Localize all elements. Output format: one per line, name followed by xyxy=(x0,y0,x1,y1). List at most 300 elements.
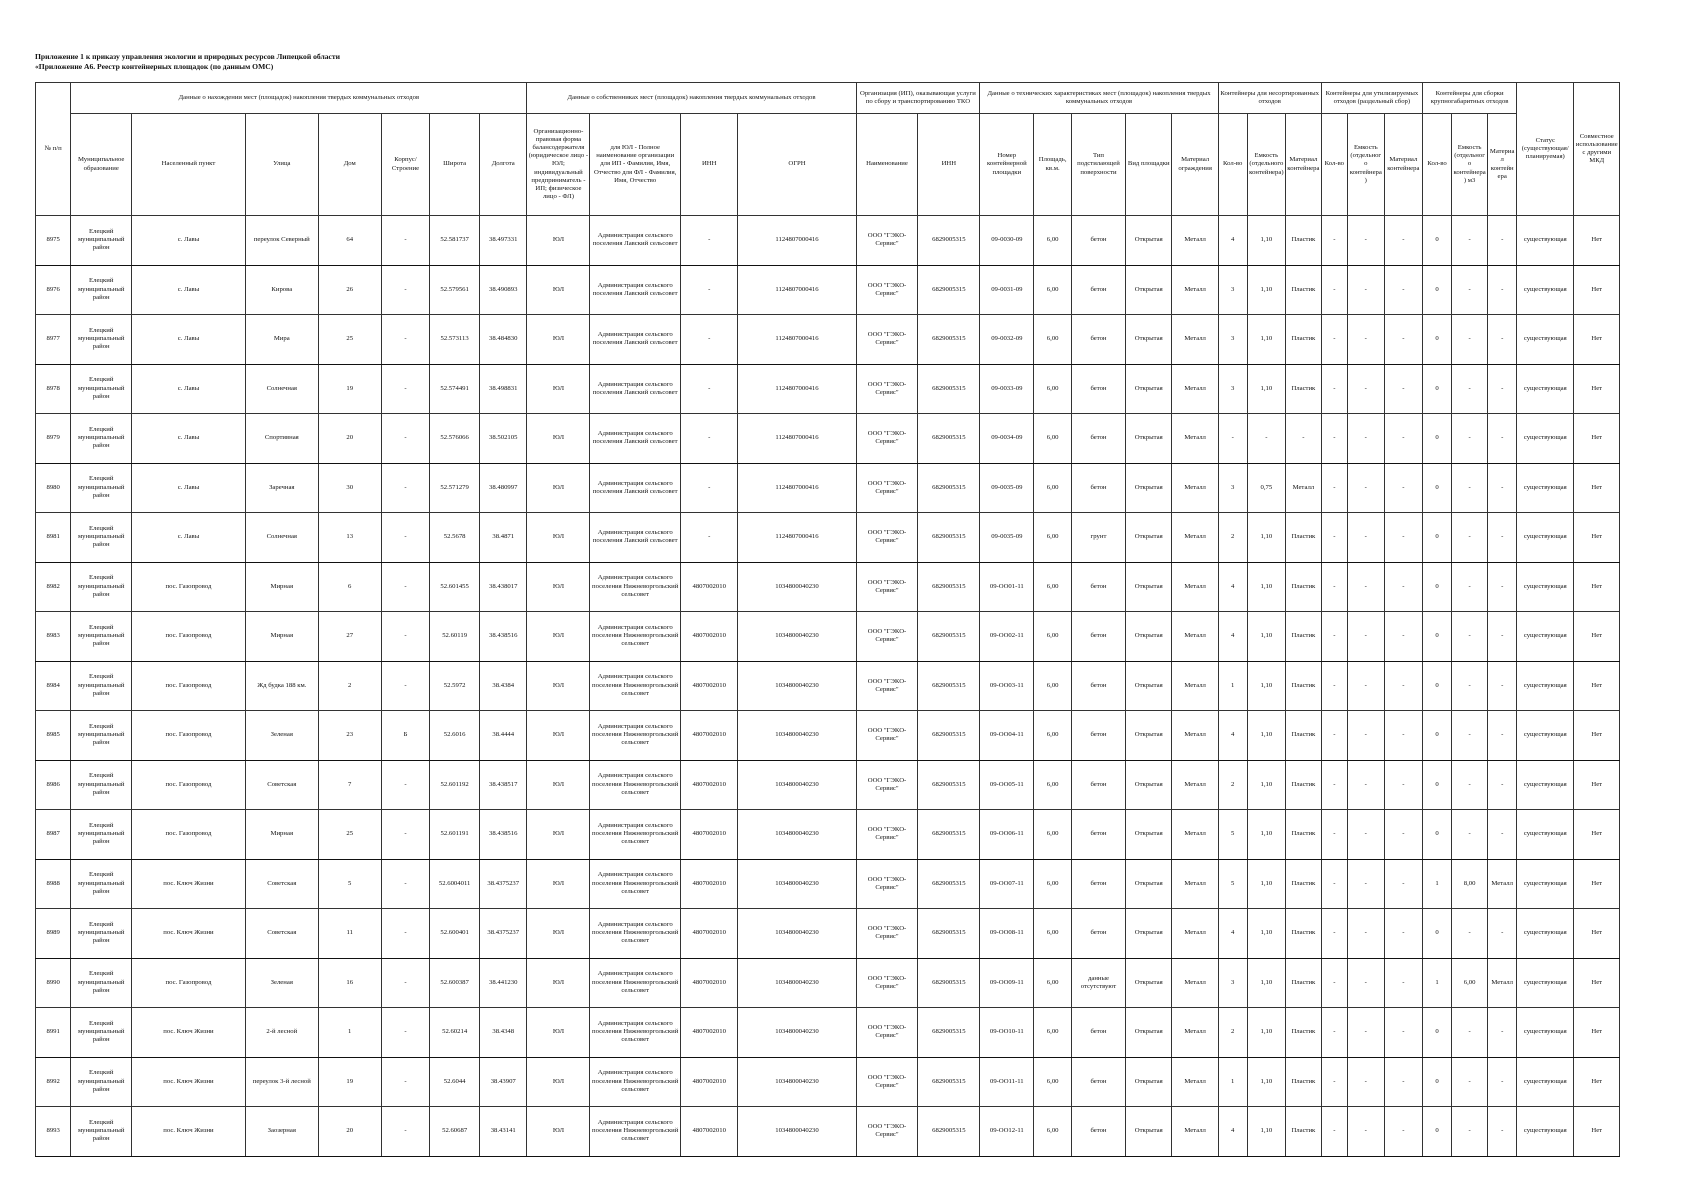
owner-ogrn-cell: 1034800040230 xyxy=(738,760,856,810)
bulky-count-cell: 0 xyxy=(1423,315,1452,365)
bulky-count-cell: 0 xyxy=(1423,513,1452,563)
unsorted-material-cell: Пластик xyxy=(1286,760,1321,810)
recyclable-capacity-cell: - xyxy=(1348,513,1384,563)
recyclable-count-cell: - xyxy=(1321,711,1348,761)
status-cell: существующая xyxy=(1517,1008,1574,1058)
fence-cell: Металл xyxy=(1172,661,1218,711)
recyclable-count-cell: - xyxy=(1321,1107,1348,1157)
municipality-cell: Елецкий муниципальный район xyxy=(71,562,132,612)
fence-cell: Металл xyxy=(1172,1107,1218,1157)
municipality-cell: Елецкий муниципальный район xyxy=(71,711,132,761)
bulky-material-cell: - xyxy=(1488,265,1517,315)
site-type-cell: Открытая xyxy=(1126,265,1172,315)
table-row xyxy=(36,958,1620,1008)
owner-inn-cell: - xyxy=(680,216,737,266)
street-cell: Солнечная xyxy=(245,364,318,414)
settlement-cell: с. Лавы xyxy=(132,414,246,464)
org-form-cell: ЮЛ xyxy=(527,760,590,810)
operator-inn-cell: 6829005315 xyxy=(918,958,980,1008)
municipality-cell: Елецкий муниципальный район xyxy=(71,1107,132,1157)
surface-cell: бетон xyxy=(1071,414,1125,464)
operator-inn-cell: 6829005315 xyxy=(918,909,980,959)
owner-inn-cell: - xyxy=(680,364,737,414)
site-number-cell: 09-ОО02-11 xyxy=(980,612,1034,662)
house-cell: 2 xyxy=(318,661,381,711)
site-number-cell: 09-ОО05-11 xyxy=(980,760,1034,810)
area-cell: 6,00 xyxy=(1034,859,1072,909)
table-row xyxy=(36,265,1620,315)
municipality-cell: Елецкий муниципальный район xyxy=(71,859,132,909)
recyclable-material-cell: - xyxy=(1384,463,1423,513)
table-body xyxy=(36,216,1620,1157)
row-number: 8975 xyxy=(36,216,71,266)
settlement-cell: пос. Ключ Жизни xyxy=(132,1057,246,1107)
building-cell: - xyxy=(381,364,430,414)
unsorted-count-cell: 4 xyxy=(1218,1107,1247,1157)
site-number-cell: 09-ОО12-11 xyxy=(980,1107,1034,1157)
caption-line-1: Приложение 1 к приказу управления экологии и природных ресурсов Липецкой области xyxy=(35,52,341,61)
building-cell: - xyxy=(381,909,430,959)
shared-cell: Нет xyxy=(1574,810,1620,860)
operator-name-cell: ООО "ГЭКО-Сервис" xyxy=(856,265,918,315)
bulky-capacity-cell: - xyxy=(1451,1107,1487,1157)
building-cell: - xyxy=(381,1057,430,1107)
operator-inn-cell: 6829005315 xyxy=(918,661,980,711)
header-unsorted-material: Материал контейнера xyxy=(1286,114,1321,216)
unsorted-material-cell: Пластик xyxy=(1286,216,1321,266)
latitude-cell: 52.601192 xyxy=(430,760,480,810)
latitude-cell: 52.571279 xyxy=(430,463,480,513)
municipality-cell: Елецкий муниципальный район xyxy=(71,1008,132,1058)
street-cell: Мира xyxy=(245,315,318,365)
unsorted-count-cell: 3 xyxy=(1218,364,1247,414)
recyclable-material-cell: - xyxy=(1384,265,1423,315)
operator-inn-cell: 6829005315 xyxy=(918,513,980,563)
owner-ogrn-cell: 1034800040230 xyxy=(738,859,856,909)
owner-inn-cell: 4807002010 xyxy=(680,760,737,810)
recyclable-capacity-cell: - xyxy=(1348,1008,1384,1058)
recyclable-count-cell: - xyxy=(1321,661,1348,711)
municipality-cell: Елецкий муниципальный район xyxy=(71,760,132,810)
recyclable-material-cell: - xyxy=(1384,513,1423,563)
bulky-capacity-cell: - xyxy=(1451,216,1487,266)
header-bulky-material: Материал контейнера xyxy=(1488,114,1517,216)
shared-cell: Нет xyxy=(1574,562,1620,612)
status-cell: существующая xyxy=(1517,463,1574,513)
settlement-cell: пос. Газопровод xyxy=(132,711,246,761)
recyclable-capacity-cell: - xyxy=(1348,562,1384,612)
bulky-capacity-cell: - xyxy=(1451,364,1487,414)
settlement-cell: с. Лавы xyxy=(132,265,246,315)
area-cell: 6,00 xyxy=(1034,562,1072,612)
building-cell: - xyxy=(381,1107,430,1157)
site-type-cell: Открытая xyxy=(1126,810,1172,860)
municipality-cell: Елецкий муниципальный район xyxy=(71,661,132,711)
bulky-capacity-cell: - xyxy=(1451,1057,1487,1107)
recyclable-material-cell: - xyxy=(1384,612,1423,662)
settlement-cell: пос. Газопровод xyxy=(132,562,246,612)
shared-cell: Нет xyxy=(1574,364,1620,414)
row-number: 8993 xyxy=(36,1107,71,1157)
municipality-cell: Елецкий муниципальный район xyxy=(71,810,132,860)
org-form-cell: ЮЛ xyxy=(527,513,590,563)
recyclable-capacity-cell: - xyxy=(1348,414,1384,464)
owner-name-cell: Администрация сельского поселения Нижневоргольский сельсовет xyxy=(590,958,681,1008)
site-number-cell: 09-0031-09 xyxy=(980,265,1034,315)
recyclable-count-cell: - xyxy=(1321,1008,1348,1058)
site-number-cell: 09-0034-09 xyxy=(980,414,1034,464)
site-number-cell: 09-ОО06-11 xyxy=(980,810,1034,860)
operator-name-cell: ООО "ГЭКО-Сервис" xyxy=(856,1057,918,1107)
latitude-cell: 52.601455 xyxy=(430,562,480,612)
municipality-cell: Елецкий муниципальный район xyxy=(71,958,132,1008)
owner-inn-cell: 4807002010 xyxy=(680,909,737,959)
recyclable-count-cell: - xyxy=(1321,909,1348,959)
building-cell: - xyxy=(381,265,430,315)
status-cell: существующая xyxy=(1517,810,1574,860)
owner-name-cell: Администрация сельского поселения Нижневоргольский сельсовет xyxy=(590,1057,681,1107)
shared-cell: Нет xyxy=(1574,414,1620,464)
recyclable-material-cell: - xyxy=(1384,1107,1423,1157)
latitude-cell: 52.5972 xyxy=(430,661,480,711)
owner-inn-cell: 4807002010 xyxy=(680,711,737,761)
owner-ogrn-cell: 1034800040230 xyxy=(738,958,856,1008)
operator-inn-cell: 6829005315 xyxy=(918,463,980,513)
header-org-form: Организационно-правовая форма балансодержателя (юридическое лицо - ЮЛ; индивидуальный предприниматель - ИП; физическое лицо - ФЛ) xyxy=(527,114,590,216)
operator-name-cell: ООО "ГЭКО-Сервис" xyxy=(856,760,918,810)
status-cell: существующая xyxy=(1517,1057,1574,1107)
longitude-cell: 38.441230 xyxy=(479,958,526,1008)
operator-inn-cell: 6829005315 xyxy=(918,315,980,365)
row-number: 8986 xyxy=(36,760,71,810)
table-row xyxy=(36,315,1620,365)
row-number: 8979 xyxy=(36,414,71,464)
status-cell: существующая xyxy=(1517,216,1574,266)
settlement-cell: с. Лавы xyxy=(132,364,246,414)
building-cell: - xyxy=(381,859,430,909)
status-cell: существующая xyxy=(1517,909,1574,959)
recyclable-material-cell: - xyxy=(1384,711,1423,761)
owner-name-cell: Администрация сельского поселения Нижневоргольский сельсовет xyxy=(590,859,681,909)
settlement-cell: с. Лавы xyxy=(132,513,246,563)
operator-name-cell: ООО "ГЭКО-Сервис" xyxy=(856,513,918,563)
bulky-material-cell: - xyxy=(1488,909,1517,959)
longitude-cell: 38.502105 xyxy=(479,414,526,464)
unsorted-capacity-cell: 1,10 xyxy=(1247,1107,1286,1157)
bulky-material-cell: Металл xyxy=(1488,859,1517,909)
unsorted-capacity-cell: 1,10 xyxy=(1247,810,1286,860)
fence-cell: Металл xyxy=(1172,760,1218,810)
owner-ogrn-cell: 1034800040230 xyxy=(738,1008,856,1058)
operator-name-cell: ООО "ГЭКО-Сервис" xyxy=(856,463,918,513)
bulky-material-cell: - xyxy=(1488,1107,1517,1157)
operator-name-cell: ООО "ГЭКО-Сервис" xyxy=(856,414,918,464)
bulky-count-cell: 0 xyxy=(1423,810,1452,860)
fence-cell: Металл xyxy=(1172,859,1218,909)
row-number: 8985 xyxy=(36,711,71,761)
recyclable-material-cell: - xyxy=(1384,859,1423,909)
org-form-cell: ЮЛ xyxy=(527,859,590,909)
operator-inn-cell: 6829005315 xyxy=(918,216,980,266)
street-cell: Советская xyxy=(245,859,318,909)
unsorted-capacity-cell: 1,10 xyxy=(1247,364,1286,414)
municipality-cell: Елецкий муниципальный район xyxy=(71,513,132,563)
recyclable-material-cell: - xyxy=(1384,909,1423,959)
unsorted-material-cell: Пластик xyxy=(1286,661,1321,711)
owner-ogrn-cell: 1034800040230 xyxy=(738,612,856,662)
site-type-cell: Открытая xyxy=(1126,661,1172,711)
group-bulky: Контейнеры для сборки крупногабаритных отходов xyxy=(1423,83,1517,114)
fence-cell: Металл xyxy=(1172,414,1218,464)
row-number: 8981 xyxy=(36,513,71,563)
header-unsorted-count: Кол-во xyxy=(1218,114,1247,216)
area-cell: 6,00 xyxy=(1034,216,1072,266)
operator-inn-cell: 6829005315 xyxy=(918,265,980,315)
recyclable-material-cell: - xyxy=(1384,1008,1423,1058)
recyclable-capacity-cell: - xyxy=(1348,315,1384,365)
bulky-count-cell: 0 xyxy=(1423,562,1452,612)
operator-inn-cell: 6829005315 xyxy=(918,760,980,810)
header-settlement: Населенный пункт xyxy=(132,114,246,216)
owner-inn-cell: 4807002010 xyxy=(680,958,737,1008)
building-cell: - xyxy=(381,810,430,860)
operator-name-cell: ООО "ГЭКО-Сервис" xyxy=(856,315,918,365)
header-bulky-count: Кол-во xyxy=(1423,114,1452,216)
surface-cell: бетон xyxy=(1071,562,1125,612)
owner-inn-cell: 4807002010 xyxy=(680,612,737,662)
owner-name-cell: Администрация сельского поселения Нижневоргольский сельсовет xyxy=(590,810,681,860)
street-cell: 2-й лесной xyxy=(245,1008,318,1058)
recyclable-material-cell: - xyxy=(1384,562,1423,612)
longitude-cell: 38.4375237 xyxy=(479,909,526,959)
unsorted-material-cell: Пластик xyxy=(1286,909,1321,959)
owner-name-cell: Администрация сельского поселения Нижневоргольский сельсовет xyxy=(590,760,681,810)
building-cell: - xyxy=(381,414,430,464)
status-cell: существующая xyxy=(1517,562,1574,612)
settlement-cell: с. Лавы xyxy=(132,216,246,266)
unsorted-count-cell: 3 xyxy=(1218,265,1247,315)
surface-cell: бетон xyxy=(1071,661,1125,711)
area-cell: 6,00 xyxy=(1034,909,1072,959)
site-number-cell: 09-ОО08-11 xyxy=(980,909,1034,959)
surface-cell: бетон xyxy=(1071,1057,1125,1107)
area-cell: 6,00 xyxy=(1034,414,1072,464)
longitude-cell: 38.480997 xyxy=(479,463,526,513)
owner-ogrn-cell: 1124807000416 xyxy=(738,463,856,513)
unsorted-count-cell: 1 xyxy=(1218,1057,1247,1107)
building-cell: - xyxy=(381,612,430,662)
operator-inn-cell: 6829005315 xyxy=(918,1107,980,1157)
row-number: 8980 xyxy=(36,463,71,513)
table-row xyxy=(36,463,1620,513)
unsorted-material-cell: Пластик xyxy=(1286,315,1321,365)
house-cell: 5 xyxy=(318,859,381,909)
recyclable-capacity-cell: - xyxy=(1348,463,1384,513)
surface-cell: бетон xyxy=(1071,463,1125,513)
owner-inn-cell: 4807002010 xyxy=(680,1107,737,1157)
status-cell: существующая xyxy=(1517,661,1574,711)
shared-cell: Нет xyxy=(1574,711,1620,761)
house-cell: 11 xyxy=(318,909,381,959)
unsorted-material-cell: Пластик xyxy=(1286,711,1321,761)
org-form-cell: ЮЛ xyxy=(527,1008,590,1058)
site-type-cell: Открытая xyxy=(1126,562,1172,612)
surface-cell: бетон xyxy=(1071,265,1125,315)
settlement-cell: пос. Ключ Жизни xyxy=(132,1008,246,1058)
building-cell: - xyxy=(381,562,430,612)
bulky-material-cell: - xyxy=(1488,562,1517,612)
operator-name-cell: ООО "ГЭКО-Сервис" xyxy=(856,810,918,860)
owner-name-cell: Администрация сельского поселения Лавский сельсовет xyxy=(590,265,681,315)
site-type-cell: Открытая xyxy=(1126,711,1172,761)
fence-cell: Металл xyxy=(1172,810,1218,860)
unsorted-count-cell: 1 xyxy=(1218,661,1247,711)
recyclable-count-cell: - xyxy=(1321,414,1348,464)
org-form-cell: ЮЛ xyxy=(527,810,590,860)
unsorted-material-cell: Пластик xyxy=(1286,1057,1321,1107)
table-row xyxy=(36,216,1620,266)
header-operator-inn: ИНН xyxy=(918,114,980,216)
owner-name-cell: Администрация сельского поселения Нижневоргольский сельсовет xyxy=(590,612,681,662)
bulky-count-cell: 0 xyxy=(1423,216,1452,266)
status-cell: существующая xyxy=(1517,711,1574,761)
bulky-capacity-cell: 6,00 xyxy=(1451,958,1487,1008)
bulky-capacity-cell: - xyxy=(1451,612,1487,662)
recyclable-count-cell: - xyxy=(1321,810,1348,860)
unsorted-capacity-cell: - xyxy=(1247,414,1286,464)
owner-name-cell: Администрация сельского поселения Лавский сельсовет xyxy=(590,216,681,266)
site-number-cell: 09-ОО11-11 xyxy=(980,1057,1034,1107)
table-row xyxy=(36,414,1620,464)
building-cell: - xyxy=(381,315,430,365)
table-row xyxy=(36,909,1620,959)
site-type-cell: Открытая xyxy=(1126,859,1172,909)
fence-cell: Металл xyxy=(1172,216,1218,266)
shared-cell: Нет xyxy=(1574,958,1620,1008)
owner-ogrn-cell: 1034800040230 xyxy=(738,661,856,711)
unsorted-capacity-cell: 1,10 xyxy=(1247,216,1286,266)
group-operator: Организация (ИП), оказывающая услуги по сбору и транспортированию ТКО xyxy=(856,83,980,114)
unsorted-count-cell: 4 xyxy=(1218,562,1247,612)
table-row xyxy=(36,661,1620,711)
unsorted-count-cell: 2 xyxy=(1218,760,1247,810)
registry-table xyxy=(35,82,1620,1157)
status-cell: существующая xyxy=(1517,760,1574,810)
unsorted-count-cell: 3 xyxy=(1218,958,1247,1008)
operator-inn-cell: 6829005315 xyxy=(918,364,980,414)
longitude-cell: 38.438516 xyxy=(479,810,526,860)
longitude-cell: 38.490893 xyxy=(479,265,526,315)
area-cell: 6,00 xyxy=(1034,1107,1072,1157)
recyclable-count-cell: - xyxy=(1321,1057,1348,1107)
row-number: 8988 xyxy=(36,859,71,909)
recyclable-material-cell: - xyxy=(1384,414,1423,464)
settlement-cell: пос. Ключ Жизни xyxy=(132,909,246,959)
owner-ogrn-cell: 1034800040230 xyxy=(738,1057,856,1107)
area-cell: 6,00 xyxy=(1034,711,1072,761)
org-form-cell: ЮЛ xyxy=(527,562,590,612)
org-form-cell: ЮЛ xyxy=(527,711,590,761)
owner-inn-cell: - xyxy=(680,414,737,464)
latitude-cell: 52.600401 xyxy=(430,909,480,959)
status-cell: существующая xyxy=(1517,1107,1574,1157)
building-cell: Б xyxy=(381,711,430,761)
unsorted-count-cell: 2 xyxy=(1218,1008,1247,1058)
surface-cell: данные отсутствуют xyxy=(1071,958,1125,1008)
settlement-cell: пос. Газопровод xyxy=(132,661,246,711)
fence-cell: Металл xyxy=(1172,1057,1218,1107)
longitude-cell: 38.498831 xyxy=(479,364,526,414)
header-site-type: Вид площадки xyxy=(1126,114,1172,216)
area-cell: 6,00 xyxy=(1034,513,1072,563)
caption-line-2: «Приложение А6. Реестр контейнерных площадок (по данным ОМС) xyxy=(35,62,274,71)
area-cell: 6,00 xyxy=(1034,612,1072,662)
recyclable-material-cell: - xyxy=(1384,810,1423,860)
latitude-cell: 52.573113 xyxy=(430,315,480,365)
recyclable-count-cell: - xyxy=(1321,513,1348,563)
surface-cell: бетон xyxy=(1071,760,1125,810)
area-cell: 6,00 xyxy=(1034,760,1072,810)
bulky-count-cell: 0 xyxy=(1423,1057,1452,1107)
area-cell: 6,00 xyxy=(1034,364,1072,414)
street-cell: Заречная xyxy=(245,463,318,513)
row-number: 8991 xyxy=(36,1008,71,1058)
owner-ogrn-cell: 1124807000416 xyxy=(738,216,856,266)
fence-cell: Металл xyxy=(1172,1008,1218,1058)
area-cell: 6,00 xyxy=(1034,265,1072,315)
recyclable-material-cell: - xyxy=(1384,958,1423,1008)
owner-name-cell: Администрация сельского поселения Нижневоргольский сельсовет xyxy=(590,909,681,959)
row-number: 8982 xyxy=(36,562,71,612)
bulky-count-cell: 1 xyxy=(1423,859,1452,909)
unsorted-count-cell: 5 xyxy=(1218,810,1247,860)
owner-inn-cell: 4807002010 xyxy=(680,661,737,711)
table-row xyxy=(36,1107,1620,1157)
bulky-capacity-cell: - xyxy=(1451,810,1487,860)
recyclable-count-cell: - xyxy=(1321,859,1348,909)
unsorted-material-cell: Пластик xyxy=(1286,958,1321,1008)
header-municipality: Муниципальное образование xyxy=(71,114,132,216)
site-number-cell: 09-ОО04-11 xyxy=(980,711,1034,761)
unsorted-capacity-cell: 1,10 xyxy=(1247,711,1286,761)
street-cell: переулок 3-й лесной xyxy=(245,1057,318,1107)
status-cell: существующая xyxy=(1517,315,1574,365)
header-latitude: Широта xyxy=(430,114,480,216)
latitude-cell: 52.576066 xyxy=(430,414,480,464)
bulky-capacity-cell: - xyxy=(1451,909,1487,959)
site-number-cell: 09-ОО07-11 xyxy=(980,859,1034,909)
recyclable-count-cell: - xyxy=(1321,562,1348,612)
table-row xyxy=(36,562,1620,612)
longitude-cell: 38.4375237 xyxy=(479,859,526,909)
area-cell: 6,00 xyxy=(1034,958,1072,1008)
recyclable-capacity-cell: - xyxy=(1348,265,1384,315)
house-cell: 64 xyxy=(318,216,381,266)
street-cell: Советская xyxy=(245,760,318,810)
group-technical: Данные о технических характеристиках мест (площадок) накопления твердых коммунальных отходов xyxy=(980,83,1219,114)
operator-inn-cell: 6829005315 xyxy=(918,1057,980,1107)
surface-cell: бетон xyxy=(1071,1107,1125,1157)
recyclable-capacity-cell: - xyxy=(1348,1107,1384,1157)
bulky-capacity-cell: - xyxy=(1451,315,1487,365)
owner-name-cell: Администрация сельского поселения Лавский сельсовет xyxy=(590,463,681,513)
unsorted-material-cell: Пластик xyxy=(1286,265,1321,315)
house-cell: 1 xyxy=(318,1008,381,1058)
operator-inn-cell: 6829005315 xyxy=(918,810,980,860)
shared-cell: Нет xyxy=(1574,1057,1620,1107)
site-type-cell: Открытая xyxy=(1126,760,1172,810)
bulky-count-cell: 1 xyxy=(1423,958,1452,1008)
